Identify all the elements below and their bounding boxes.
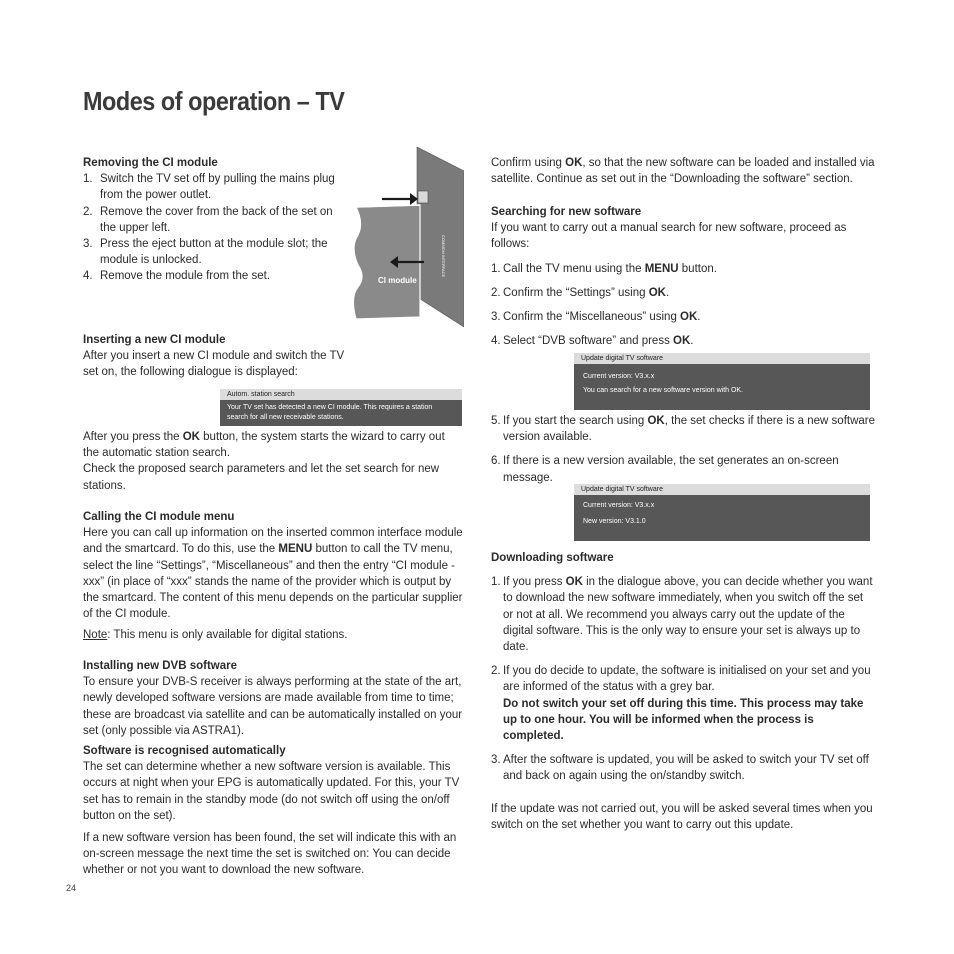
removing-heading: Removing the CI module (83, 157, 218, 169)
inserting-text: After you insert a new CI module and switch the TV set on, the following dialogue is displayed: (83, 350, 345, 379)
dialog-autom-station-search (220, 389, 462, 426)
dialog-search-hint: You can search for a new software version with OK. (583, 387, 744, 394)
dialog-current-version: Current version: V3.x.x (583, 502, 655, 509)
inserting-heading: Inserting a new CI module (83, 334, 226, 346)
card-label: COMMON INTERFACE (441, 235, 446, 278)
recognised-text: The set can determine whether a new software version is available. This occurs at night when your EPG is automatically updated. For this, your TV set has to remain in the standby mode (do not switch off using the on/off button on the set). (83, 761, 460, 822)
list-item: 3. After the software is updated, you will be asked to switch your TV set off and back on again using the on/standby switch. (491, 754, 869, 783)
list-item: 3. Press the eject button at the module slot; the module is unlocked. (83, 238, 328, 267)
ci-module-label: CI module (378, 276, 417, 285)
list-item: 1. If you press OK in the dialogue above, you can decide whether you want to download the new software immediately, when you switch off the set or not at all. We recommend you always carry out the update of the digital software. This is the only way to ensure your set is always up to date. (491, 576, 873, 654)
downloading-steps (491, 574, 876, 784)
check-text: Check the proposed search parameters and let the set search for new stations. (83, 463, 440, 492)
list-item: 4. Remove the module from the set. (83, 270, 271, 283)
removing-section (83, 155, 345, 285)
list-item: 3. Confirm the “Miscellaneous” using OK. (491, 311, 701, 324)
confirm-text: Confirm using OK, so that the new software can be loaded and installed via satellite. Continue as set out in the “Downloading the software” section. (491, 157, 875, 186)
searching-steps (491, 261, 876, 350)
ci-module-illustration (354, 147, 464, 327)
page-number: 24 (66, 883, 77, 893)
list-item: 2. Remove the cover from the back of the set on the upper left. (83, 205, 333, 234)
installing-text: To ensure your DVB-S receiver is always performing at the state of the art, newly developed software versions are made available from time to time; these are broadcast via satellite and can be automatically installed on your set (only possible via ASTRA1). (83, 676, 463, 737)
list-item: 4. Select “DVB software” and press OK. (491, 335, 694, 348)
list-item: 6. If there is a new version available, the set generates an on-screen message. (491, 455, 839, 484)
dialog-current-version: Current version: V3.x.x (583, 373, 655, 380)
searching-text: If you want to carry out a manual search for new software, proceed as follows: (491, 222, 847, 251)
searching-steps-2 (491, 413, 876, 486)
list-item: 1. Switch the TV set off by pulling the mains plug from the power outlet. (83, 173, 335, 202)
list-item: 2. If you do decide to update, the software is initialised on your set and you are informed of the status with a grey bar. Do not switch your set off during this time. This process may take up to one hour. You will be informed when the process is completed. (491, 665, 871, 743)
dialog-header: Autom. station search (220, 389, 462, 400)
installing-heading: Installing new DVB software (83, 660, 237, 672)
dialog-header: Update digital TV software (574, 484, 870, 495)
list-item: 2. Confirm the “Settings” using OK. (491, 286, 670, 299)
calling-text: Here you can call up information on the inserted common interface module and the smartcard. To do this, use the MENU button to call the TV menu, select the line “Settings”, “Miscellaneous” and then the entry “CI module - xxx” (in place of “xxx” stands the name of the provider which is output by the smartcard. The content of this menu depends on the particular supplier of the CI module. (83, 527, 463, 621)
note-text: Note: This menu is only available for digital stations. (83, 629, 348, 642)
downloading-section (491, 550, 876, 833)
inserting-section (83, 332, 353, 381)
dialog-new-version: New version: V3.1.0 (583, 518, 646, 525)
dialog-line: Your TV set has detected a new CI module. This requires a station search for all new receivable stations. (227, 404, 433, 421)
installing-section (83, 658, 463, 879)
searching-heading: Searching for new software (491, 206, 642, 218)
recognised-text-2: If a new software version has been found, the set will indicate this with an on-screen message the next time the set is switched on: You can decide whether or not you want to download the new software. (83, 832, 457, 877)
downloading-heading: Downloading software (491, 552, 614, 564)
removing-steps (83, 171, 345, 284)
after-ok-text: After you press the OK button, the system starts the wizard to carry out the automatic station search. (83, 431, 445, 460)
list-item: 1. Call the TV menu using the MENU button. (491, 262, 717, 275)
dialog-update-new-version (574, 484, 870, 541)
confirm-section (491, 155, 876, 187)
calling-heading: Calling the CI module menu (83, 511, 235, 523)
searching-steps-cont (491, 413, 876, 486)
calling-section (83, 509, 463, 644)
final-text: If the update was not carried out, you will be asked several times when you switch on the set whether you want to carry out this update. (491, 802, 873, 831)
dialog-header: Update digital TV software (574, 353, 870, 364)
after-ok-section (83, 429, 463, 494)
searching-section (491, 204, 876, 349)
list-item: 5. If you start the search using OK, the set checks if there is a new software version available. (491, 415, 876, 444)
page-title: Modes of operation – TV (83, 86, 345, 116)
dialog-update-search (574, 353, 870, 410)
recognised-heading: Software is recognised automatically (83, 745, 286, 758)
